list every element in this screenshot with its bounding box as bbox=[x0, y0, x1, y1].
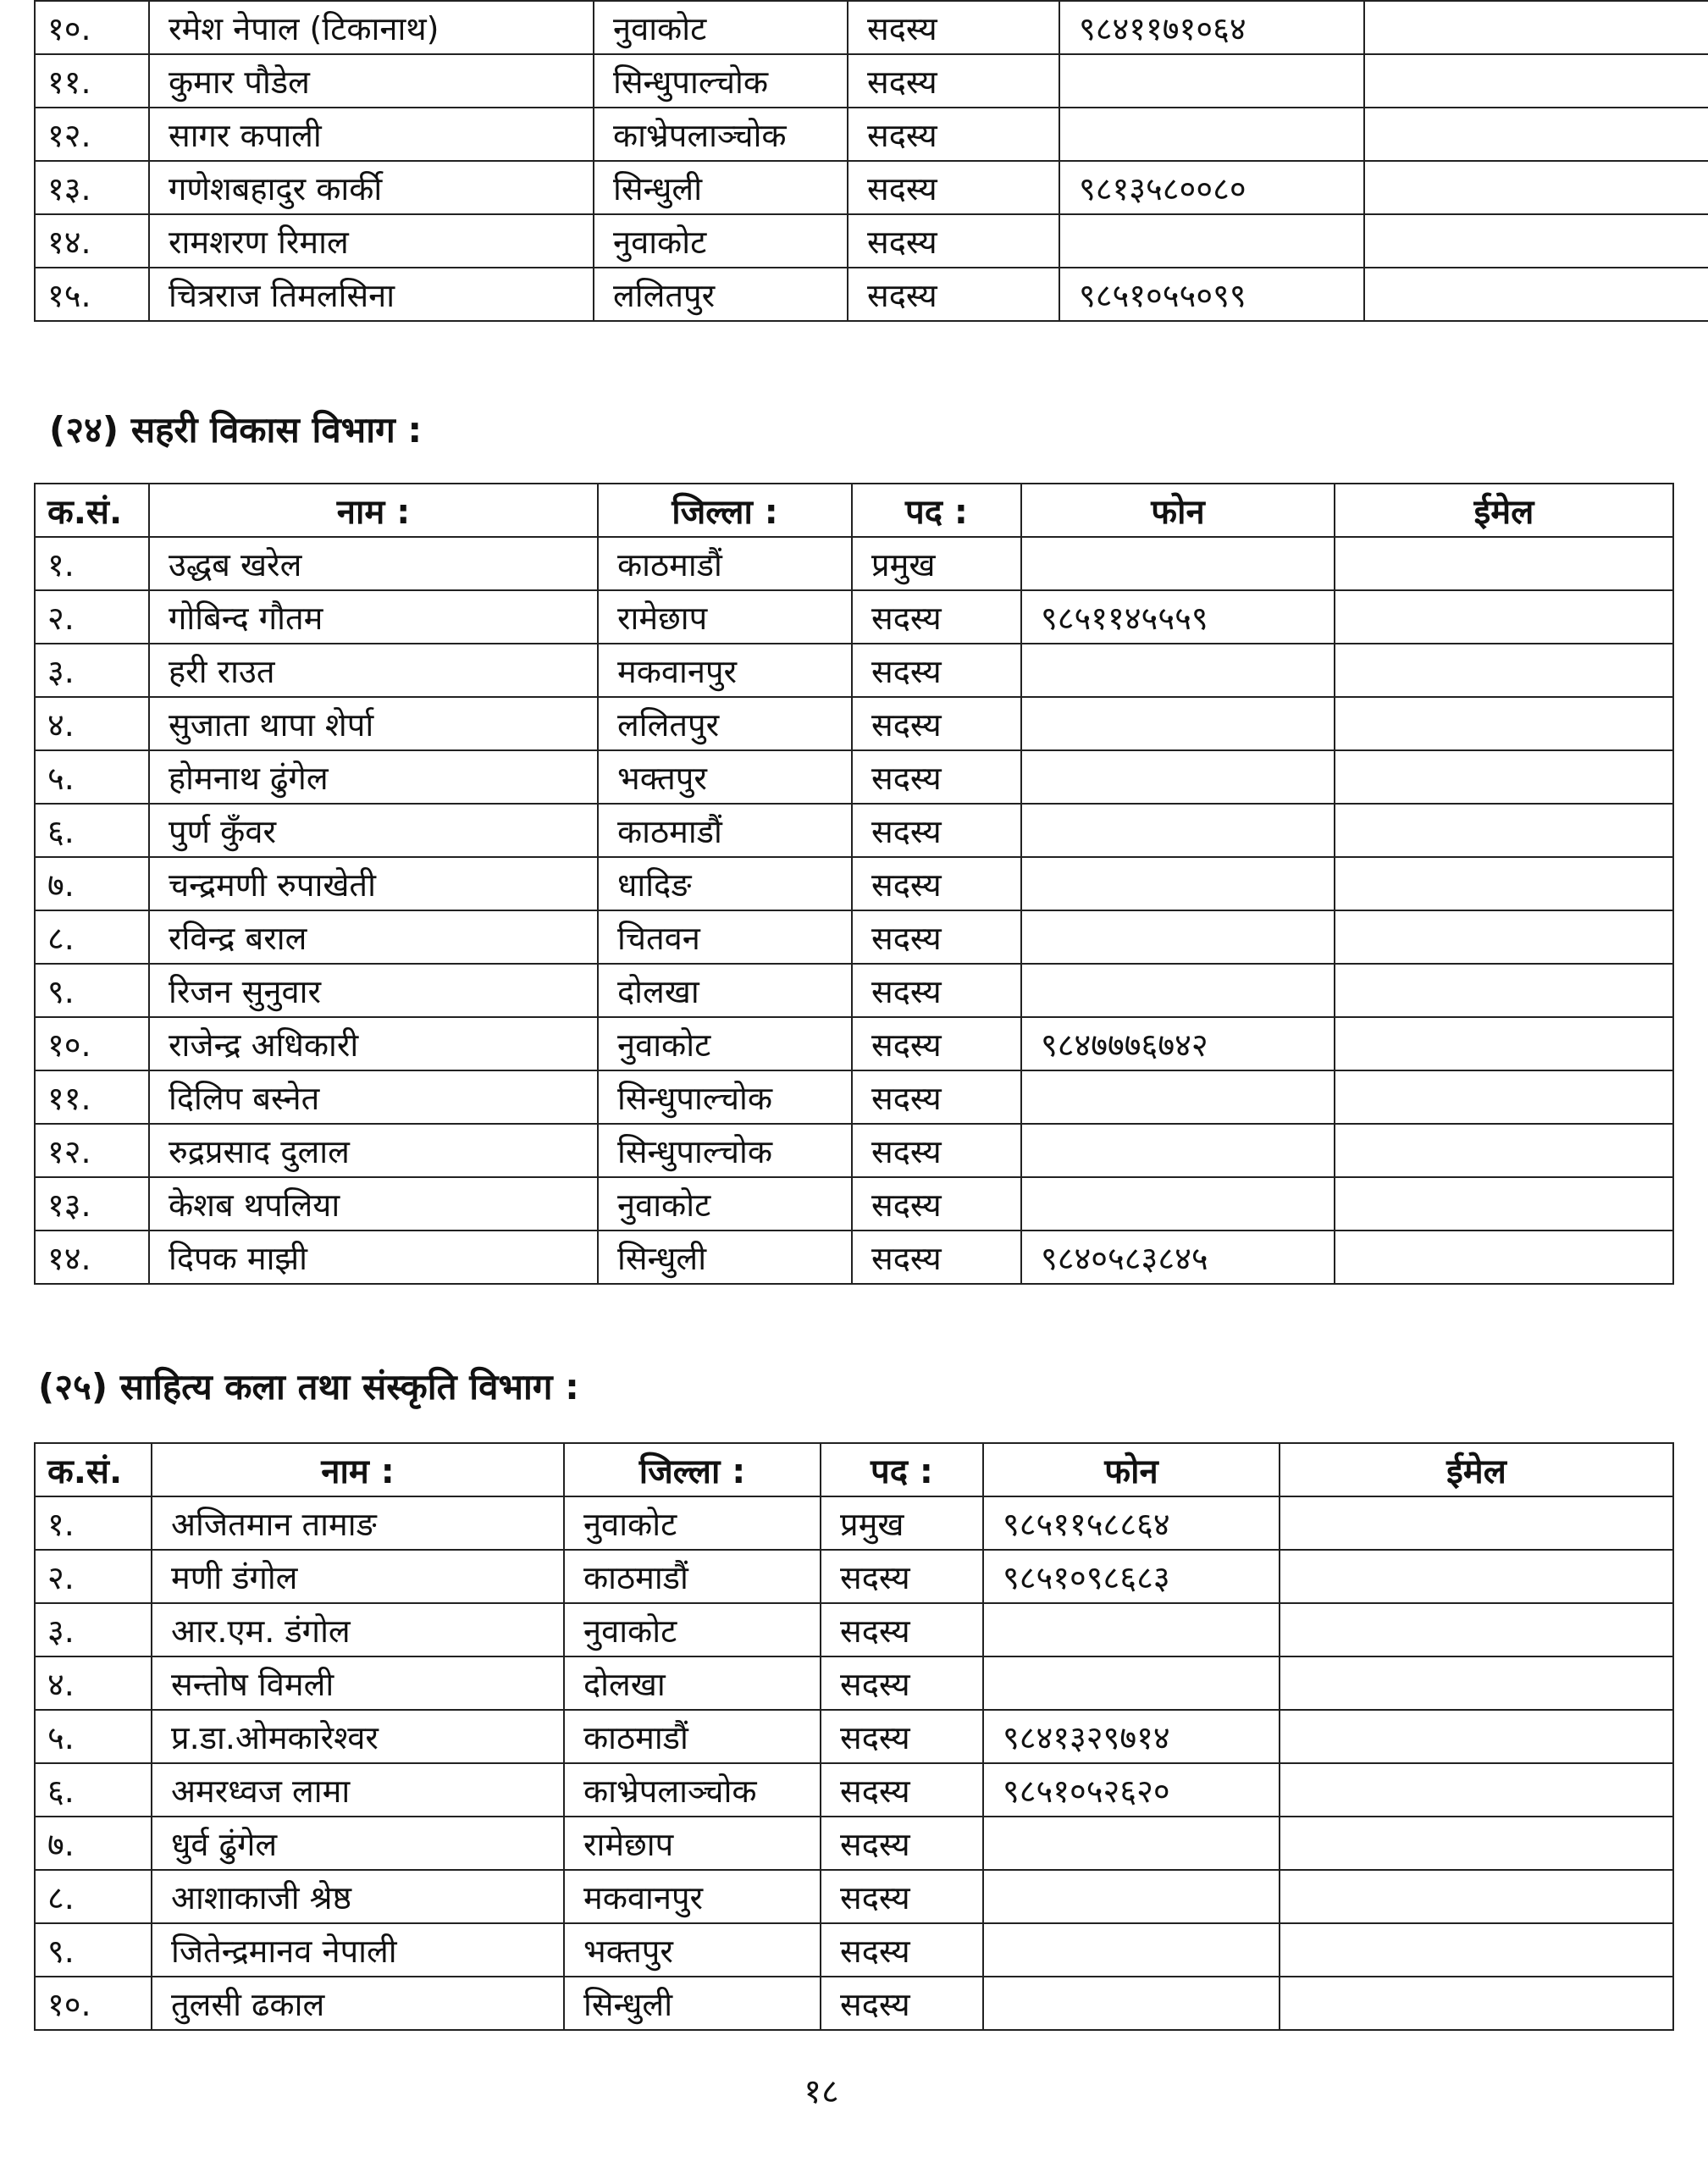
cell-name: सन्तोष विमली bbox=[152, 1656, 564, 1710]
cell-email bbox=[1280, 1870, 1673, 1923]
cell-email bbox=[1335, 1070, 1673, 1124]
table-row bbox=[35, 1177, 1673, 1231]
cell-district: ललितपुर bbox=[598, 697, 852, 750]
cell-phone bbox=[1021, 1070, 1335, 1124]
cell-email bbox=[1280, 1817, 1673, 1870]
table-row bbox=[35, 537, 1673, 590]
cell-post: सदस्य bbox=[821, 1763, 983, 1817]
cell-name: चित्रराज तिमलसिना bbox=[149, 268, 594, 321]
table-row bbox=[35, 1496, 1673, 1550]
table-row bbox=[35, 268, 1708, 321]
table-row bbox=[35, 964, 1673, 1017]
cell-email bbox=[1280, 1977, 1673, 2030]
cell-district: सिन्धुपाल्चोक bbox=[594, 54, 848, 108]
cell-name: केशब थपलिया bbox=[149, 1177, 598, 1231]
header-sn: क.सं. bbox=[35, 1443, 152, 1496]
cell-post: सदस्य bbox=[852, 964, 1021, 1017]
cell-district: ललितपुर bbox=[594, 268, 848, 321]
cell-post: सदस्य bbox=[848, 214, 1059, 268]
cell-district: रामेछाप bbox=[598, 590, 852, 644]
cell-sn: ५. bbox=[35, 750, 149, 804]
table-row bbox=[35, 910, 1673, 964]
table-row bbox=[35, 1763, 1673, 1817]
cell-district: नुवाकोट bbox=[598, 1017, 852, 1070]
cell-name: रुद्रप्रसाद दुलाल bbox=[149, 1124, 598, 1177]
cell-name: आशाकाजी श्रेष्ठ bbox=[152, 1870, 564, 1923]
cell-name: होमनाथ ढुंगेल bbox=[149, 750, 598, 804]
cell-district: चितवन bbox=[598, 910, 852, 964]
cell-phone bbox=[1021, 750, 1335, 804]
cell-name: हरी राउत bbox=[149, 644, 598, 697]
cell-email bbox=[1335, 1177, 1673, 1231]
cell-email bbox=[1364, 268, 1708, 321]
cell-post: सदस्य bbox=[821, 1817, 983, 1870]
cell-district: भक्तपुर bbox=[564, 1923, 821, 1977]
cell-name: रामशरण रिमाल bbox=[149, 214, 594, 268]
cell-post: प्रमुख bbox=[852, 537, 1021, 590]
cell-phone: ९८४०५८३८४५ bbox=[1021, 1231, 1335, 1284]
table-row bbox=[35, 1, 1708, 54]
cell-sn: १२. bbox=[35, 1124, 149, 1177]
cell-sn: ४. bbox=[35, 1656, 152, 1710]
cell-post: प्रमुख bbox=[821, 1496, 983, 1550]
table-row bbox=[35, 161, 1708, 214]
cell-district: काठमाडौं bbox=[564, 1550, 821, 1603]
cell-email bbox=[1335, 750, 1673, 804]
cell-email bbox=[1280, 1710, 1673, 1763]
cell-sn: ८. bbox=[35, 910, 149, 964]
cell-name: राजेन्द्र अधिकारी bbox=[149, 1017, 598, 1070]
cell-post: सदस्य bbox=[848, 268, 1059, 321]
table-row bbox=[35, 1817, 1673, 1870]
cell-sn: ५. bbox=[35, 1710, 152, 1763]
header-post: पद : bbox=[821, 1443, 983, 1496]
table-row bbox=[35, 1710, 1673, 1763]
cell-phone: ९८४१३२९७१४ bbox=[983, 1710, 1280, 1763]
cell-sn: ९. bbox=[35, 1923, 152, 1977]
cell-email bbox=[1364, 54, 1708, 108]
cell-sn: ११. bbox=[35, 54, 149, 108]
cell-phone bbox=[983, 1656, 1280, 1710]
header-sn: क.सं. bbox=[35, 484, 149, 537]
cell-email bbox=[1364, 108, 1708, 161]
cell-email bbox=[1335, 857, 1673, 910]
cell-name: तुलसी ढकाल bbox=[152, 1977, 564, 2030]
cell-district: नुवाकोट bbox=[564, 1603, 821, 1656]
table-row bbox=[35, 590, 1673, 644]
cell-post: सदस्य bbox=[821, 1603, 983, 1656]
cell-post: सदस्य bbox=[852, 1017, 1021, 1070]
urban-development-table bbox=[34, 483, 1674, 1285]
cell-email bbox=[1364, 161, 1708, 214]
cell-district: सिन्धुपाल्चोक bbox=[598, 1124, 852, 1177]
cell-district: भक्तपुर bbox=[598, 750, 852, 804]
cell-phone bbox=[1021, 644, 1335, 697]
table-header-row bbox=[35, 484, 1673, 537]
table-row bbox=[35, 54, 1708, 108]
cell-phone: ९८५१०५२६२० bbox=[983, 1763, 1280, 1817]
cell-name: सुजाता थापा शेर्पा bbox=[149, 697, 598, 750]
table-row bbox=[35, 1923, 1673, 1977]
cell-email bbox=[1280, 1496, 1673, 1550]
cell-district: सिन्धुली bbox=[598, 1231, 852, 1284]
cell-district: काभ्रेपलाञ्चोक bbox=[564, 1763, 821, 1817]
cell-district: सिन्धुली bbox=[564, 1977, 821, 2030]
cell-sn: १४. bbox=[35, 214, 149, 268]
cell-phone bbox=[1021, 964, 1335, 1017]
cell-phone bbox=[983, 1817, 1280, 1870]
literature-art-culture-table bbox=[34, 1442, 1674, 2031]
cell-post: सदस्य bbox=[821, 1923, 983, 1977]
cell-district: नुवाकोट bbox=[598, 1177, 852, 1231]
header-district: जिल्ला : bbox=[598, 484, 852, 537]
cell-sn: १०. bbox=[35, 1, 149, 54]
header-name: नाम : bbox=[149, 484, 598, 537]
section-heading-urban-development: (२४) सहरी विकास विभाग : bbox=[49, 409, 423, 451]
cell-sn: १४. bbox=[35, 1231, 149, 1284]
table-row bbox=[35, 108, 1708, 161]
cell-phone bbox=[983, 1870, 1280, 1923]
cell-sn: ७. bbox=[35, 1817, 152, 1870]
cell-post: सदस्य bbox=[852, 857, 1021, 910]
cell-district: दोलखा bbox=[598, 964, 852, 1017]
cell-sn: २. bbox=[35, 590, 149, 644]
header-phone: फोन bbox=[983, 1443, 1280, 1496]
table-row bbox=[35, 1977, 1673, 2030]
section-heading-literature-art-culture: (२५) साहित्य कला तथा संस्कृति विभाग : bbox=[38, 1366, 579, 1408]
cell-name: गणेशबहादुर कार्की bbox=[149, 161, 594, 214]
cell-district: रामेछाप bbox=[564, 1817, 821, 1870]
cell-post: सदस्य bbox=[821, 1656, 983, 1710]
table-row bbox=[35, 1231, 1673, 1284]
cell-phone bbox=[1021, 910, 1335, 964]
cell-email bbox=[1280, 1603, 1673, 1656]
cell-district: काभ्रेपलाञ्चोक bbox=[594, 108, 848, 161]
cell-email bbox=[1335, 964, 1673, 1017]
cell-email bbox=[1335, 537, 1673, 590]
cell-phone bbox=[1059, 54, 1364, 108]
cell-sn: ६. bbox=[35, 1763, 152, 1817]
table-row bbox=[35, 1017, 1673, 1070]
cell-post: सदस्य bbox=[821, 1870, 983, 1923]
header-name: नाम : bbox=[152, 1443, 564, 1496]
cell-district: धादिङ bbox=[598, 857, 852, 910]
cell-sn: ३. bbox=[35, 1603, 152, 1656]
cell-district: नुवाकोट bbox=[564, 1496, 821, 1550]
cell-name: अजितमान तामाङ bbox=[152, 1496, 564, 1550]
cell-post: सदस्य bbox=[821, 1710, 983, 1763]
cell-email bbox=[1364, 214, 1708, 268]
cell-sn: १५. bbox=[35, 268, 149, 321]
cell-name: प्र.डा.ओमकारेश्वर bbox=[152, 1710, 564, 1763]
cell-post: सदस्य bbox=[852, 644, 1021, 697]
cell-name: आर.एम. डंगोल bbox=[152, 1603, 564, 1656]
cell-name: पुर्ण कुँवर bbox=[149, 804, 598, 857]
cell-post: सदस्य bbox=[852, 697, 1021, 750]
header-district: जिल्ला : bbox=[564, 1443, 821, 1496]
cell-phone bbox=[1021, 1124, 1335, 1177]
cell-district: मकवानपुर bbox=[598, 644, 852, 697]
cell-post: सदस्य bbox=[852, 1177, 1021, 1231]
cell-sn: ४. bbox=[35, 697, 149, 750]
cell-post: सदस्य bbox=[852, 1070, 1021, 1124]
cell-phone bbox=[983, 1603, 1280, 1656]
cell-name: दिपक माझी bbox=[149, 1231, 598, 1284]
cell-phone bbox=[1059, 214, 1364, 268]
cell-post: सदस्य bbox=[852, 804, 1021, 857]
table-row bbox=[35, 1603, 1673, 1656]
cell-phone: ९८४७७७६७४२ bbox=[1021, 1017, 1335, 1070]
cell-email bbox=[1335, 1124, 1673, 1177]
table-row bbox=[35, 214, 1708, 268]
cell-email bbox=[1335, 644, 1673, 697]
cell-name: धुर्व ढुंगेल bbox=[152, 1817, 564, 1870]
cell-email bbox=[1280, 1656, 1673, 1710]
header-post: पद : bbox=[852, 484, 1021, 537]
cell-post: सदस्य bbox=[852, 1124, 1021, 1177]
cell-sn: ८. bbox=[35, 1870, 152, 1923]
cell-sn: १२. bbox=[35, 108, 149, 161]
cell-sn: ७. bbox=[35, 857, 149, 910]
cell-district: सिन्धुपाल्चोक bbox=[598, 1070, 852, 1124]
cell-post: सदस्य bbox=[848, 1, 1059, 54]
cell-email bbox=[1335, 1231, 1673, 1284]
cell-email bbox=[1335, 697, 1673, 750]
cell-email bbox=[1280, 1923, 1673, 1977]
cell-phone: ९८५११४५५५९ bbox=[1021, 590, 1335, 644]
cell-name: मणी डंगोल bbox=[152, 1550, 564, 1603]
cell-email bbox=[1335, 804, 1673, 857]
cell-district: दोलखा bbox=[564, 1656, 821, 1710]
cell-sn: १. bbox=[35, 537, 149, 590]
cell-email bbox=[1335, 590, 1673, 644]
cell-district: काठमाडौं bbox=[564, 1710, 821, 1763]
cell-district: नुवाकोट bbox=[594, 214, 848, 268]
cell-sn: ११. bbox=[35, 1070, 149, 1124]
cell-post: सदस्य bbox=[821, 1550, 983, 1603]
cell-name: रिजन सुनुवार bbox=[149, 964, 598, 1017]
cell-sn: ९. bbox=[35, 964, 149, 1017]
cell-name: सागर कपाली bbox=[149, 108, 594, 161]
cell-post: सदस्य bbox=[852, 750, 1021, 804]
cell-district: मकवानपुर bbox=[564, 1870, 821, 1923]
cell-email bbox=[1335, 1017, 1673, 1070]
cell-phone bbox=[1021, 1177, 1335, 1231]
cell-name: जितेन्द्रमानव नेपाली bbox=[152, 1923, 564, 1977]
cell-sn: ३. bbox=[35, 644, 149, 697]
members-table-continued bbox=[34, 0, 1708, 322]
cell-phone: ९८१३५८००८० bbox=[1059, 161, 1364, 214]
cell-phone bbox=[983, 1923, 1280, 1977]
cell-email bbox=[1280, 1763, 1673, 1817]
cell-name: गोबिन्द गौतम bbox=[149, 590, 598, 644]
table-row bbox=[35, 1124, 1673, 1177]
header-email: ईमेल bbox=[1335, 484, 1673, 537]
cell-sn: ६. bbox=[35, 804, 149, 857]
cell-sn: १. bbox=[35, 1496, 152, 1550]
cell-phone: ९८५११५८८६४ bbox=[983, 1496, 1280, 1550]
cell-phone: ९८५१०९८६८३ bbox=[983, 1550, 1280, 1603]
table-row bbox=[35, 857, 1673, 910]
cell-phone bbox=[1021, 697, 1335, 750]
cell-phone: ९८५१०५५०९९ bbox=[1059, 268, 1364, 321]
cell-post: सदस्य bbox=[852, 910, 1021, 964]
table-row bbox=[35, 644, 1673, 697]
cell-name: उद्धब खरेल bbox=[149, 537, 598, 590]
page-number: १८ bbox=[804, 2072, 839, 2111]
header-phone: फोन bbox=[1021, 484, 1335, 537]
cell-post: सदस्य bbox=[848, 161, 1059, 214]
cell-phone bbox=[1059, 108, 1364, 161]
cell-post: सदस्य bbox=[848, 54, 1059, 108]
header-email: ईमेल bbox=[1280, 1443, 1673, 1496]
cell-email bbox=[1364, 1, 1708, 54]
cell-district: सिन्धुली bbox=[594, 161, 848, 214]
table-row bbox=[35, 750, 1673, 804]
table-row bbox=[35, 1870, 1673, 1923]
cell-name: अमरध्वज लामा bbox=[152, 1763, 564, 1817]
cell-name: रमेश नेपाल (टिकानाथ) bbox=[149, 1, 594, 54]
cell-email bbox=[1280, 1550, 1673, 1603]
cell-sn: १३. bbox=[35, 161, 149, 214]
cell-district: नुवाकोट bbox=[594, 1, 848, 54]
cell-post: सदस्य bbox=[852, 590, 1021, 644]
table-row bbox=[35, 1550, 1673, 1603]
cell-district: काठमाडौं bbox=[598, 804, 852, 857]
cell-sn: १०. bbox=[35, 1017, 149, 1070]
cell-email bbox=[1335, 910, 1673, 964]
cell-name: चन्द्रमणी रुपाखेती bbox=[149, 857, 598, 910]
cell-district: काठमाडौं bbox=[598, 537, 852, 590]
table-row bbox=[35, 804, 1673, 857]
cell-phone bbox=[1021, 537, 1335, 590]
cell-name: रविन्द्र बराल bbox=[149, 910, 598, 964]
cell-phone bbox=[1021, 857, 1335, 910]
table-row bbox=[35, 697, 1673, 750]
table-row bbox=[35, 1070, 1673, 1124]
cell-name: दिलिप बस्नेत bbox=[149, 1070, 598, 1124]
cell-post: सदस्य bbox=[852, 1231, 1021, 1284]
cell-phone: ९८४११७१०६४ bbox=[1059, 1, 1364, 54]
table-row bbox=[35, 1656, 1673, 1710]
cell-phone bbox=[1021, 804, 1335, 857]
cell-sn: २. bbox=[35, 1550, 152, 1603]
cell-post: सदस्य bbox=[821, 1977, 983, 2030]
cell-sn: १०. bbox=[35, 1977, 152, 2030]
cell-name: कुमार पौडेल bbox=[149, 54, 594, 108]
cell-phone bbox=[983, 1977, 1280, 2030]
cell-sn: १३. bbox=[35, 1177, 149, 1231]
table-header-row bbox=[35, 1443, 1673, 1496]
cell-post: सदस्य bbox=[848, 108, 1059, 161]
